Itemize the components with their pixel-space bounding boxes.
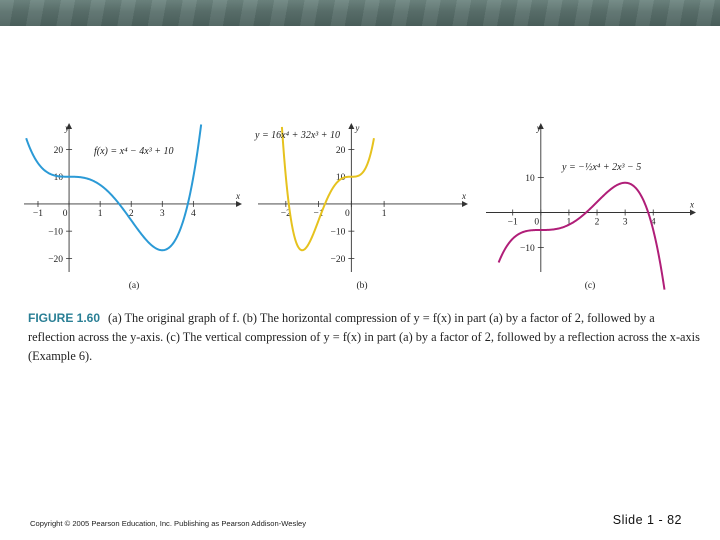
equation-label: f(x) = x⁴ − 4x³ + 10 xyxy=(94,146,174,157)
y-axis-label: y xyxy=(536,123,541,133)
x-axis-label: x xyxy=(690,199,694,210)
y-tick-label: 10 xyxy=(525,174,535,184)
x-tick-label: 0 xyxy=(534,217,540,228)
y-tick-label: −20 xyxy=(330,254,346,265)
y-tick-label: 20 xyxy=(53,146,64,156)
y-tick-label: 10 xyxy=(53,173,64,184)
x-axis-label: x xyxy=(462,190,466,201)
figure-caption xyxy=(28,309,700,366)
equation-label: y = 16x⁴ + 32x³ + 10 xyxy=(255,130,341,141)
y-tick-label: −10 xyxy=(330,227,346,238)
y-tick-label: −10 xyxy=(519,244,535,254)
x-tick-label: 0 xyxy=(344,208,350,219)
y-tick-label: −10 xyxy=(48,227,64,238)
x-axis-arrow xyxy=(236,201,242,207)
x-axis-arrow xyxy=(690,210,696,216)
x-tick-label: −1 xyxy=(32,208,44,219)
x-tick-label: 3 xyxy=(159,208,165,219)
series-line xyxy=(282,127,374,250)
panel-label: (a) xyxy=(128,281,140,291)
panel-label: (b) xyxy=(356,281,368,291)
y-axis-label: y xyxy=(355,123,360,133)
figure-label: FIGURE 1.60 xyxy=(28,311,101,325)
y-tick-label: 20 xyxy=(335,146,346,156)
x-tick-label: −1 xyxy=(507,217,518,228)
x-tick-label: 3 xyxy=(622,217,628,228)
panel-label: (c) xyxy=(584,281,596,291)
x-tick-label: 2 xyxy=(594,217,600,228)
x-tick-label: −1 xyxy=(313,208,324,219)
slide-number: Slide 1 - 82 xyxy=(612,513,682,527)
equation-label: y = −½x⁴ + 2x³ − 5 xyxy=(562,162,642,173)
x-tick-label: −2 xyxy=(280,208,291,219)
y-axis-arrow xyxy=(348,123,354,129)
x-tick-label: 4 xyxy=(191,208,196,219)
x-tick-label: 0 xyxy=(62,208,68,219)
series-line xyxy=(499,183,665,290)
copyright-notice: Copyright © 2005 Pearson Education, Inc. Publishing as Pearson Addison-Wesley xyxy=(30,519,307,528)
caption-text: (a) The original graph of f. (b) The horizontal compression of y = f(x) in part (a) by a factor of 2, followed by a reflection across the y-axis. (c) The vertical compression of y = f(x) in part (a) by a factor of 2, followed by a reflection across the x-axis (Example 6). xyxy=(28,311,700,363)
x-tick-label: 1 xyxy=(566,217,572,228)
panel-c xyxy=(486,123,696,291)
y-axis-label: y xyxy=(65,123,70,133)
y-tick-label: 10 xyxy=(335,173,346,184)
x-tick-label: 1 xyxy=(381,208,387,219)
panel-a xyxy=(24,123,242,291)
y-tick-label: −20 xyxy=(48,254,64,265)
x-axis-arrow xyxy=(462,201,468,207)
panel-b xyxy=(254,123,468,291)
x-tick-label: 2 xyxy=(128,208,134,219)
x-tick-label: 1 xyxy=(97,208,103,219)
x-tick-label: 4 xyxy=(650,217,656,228)
x-axis-label: x xyxy=(236,190,240,201)
